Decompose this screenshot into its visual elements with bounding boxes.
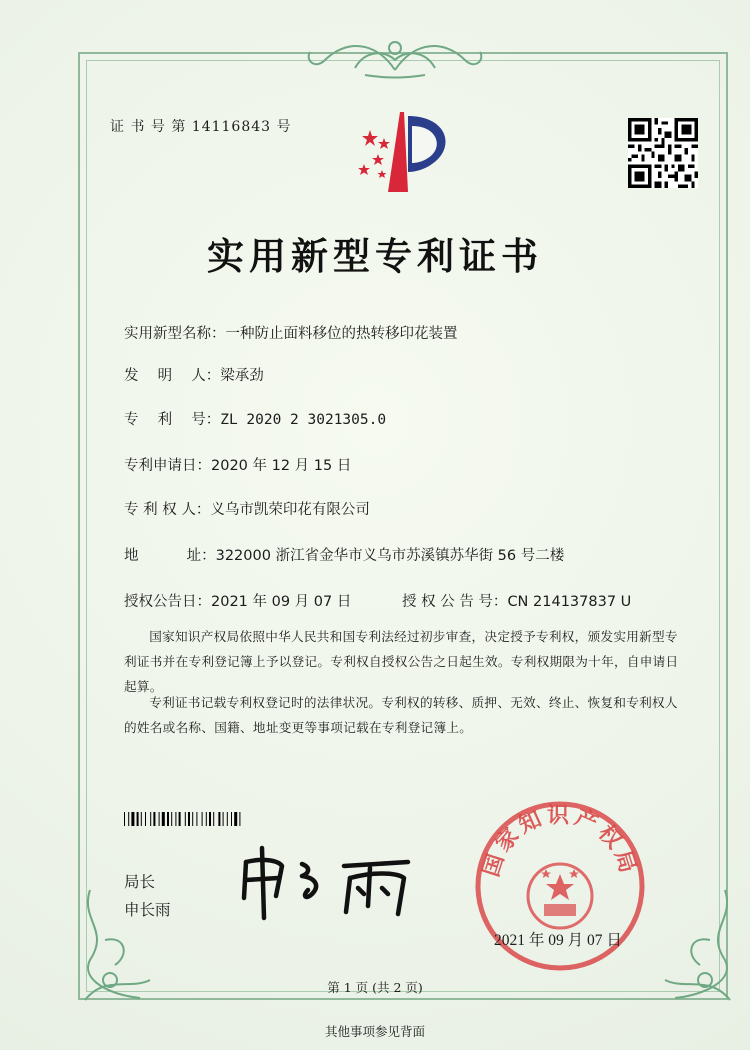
statement-paragraph-1: 国家知识产权局依照中华人民共和国专利法经过初步审查，决定授予专利权，颁发实用新型专利证书并在专利登记簿上予以登记。专利权自授权公告之日起生效。专利权期限为十年，自申请日起算。 [124,629,679,694]
patent-number-row [124,408,386,429]
barcode [124,812,320,826]
seal-date: 2021 年 09 月 07 日 [494,932,622,949]
field-label: 专 利 号： [124,412,221,428]
utility-model-name-row [124,322,458,343]
back-note: 其他事项参见背面 [324,1024,425,1039]
grant-date-row [124,590,351,611]
director-title: 局长 [124,873,156,891]
field-label: 发 明 人： [124,368,221,384]
field-value: 2021 年 09 月 07 日 [211,594,352,610]
field-label: 地 址： [124,548,216,564]
cnipa-logo-icon [348,108,460,196]
statement-paragraph-2: 专利证书记载专利权登记时的法律状况。专利权的转移、质押、无效、终止、恢复和专利权人的姓名或名称、国籍、地址变更等事项记载在专利登记簿上。 [124,695,678,735]
director-signature [232,842,422,922]
field-value: ZL 2020 2 3021305.0 [220,412,387,428]
field-value: 一种防止面料移位的热转移印花装置 [225,326,458,342]
patentee-row [124,498,370,519]
inventor-row [124,364,264,385]
field-value: 梁承劲 [220,368,264,384]
top-ornament [295,30,495,82]
qr-code[interactable] [628,118,698,188]
field-value: 2020 年 12 月 15 日 [211,458,352,474]
grant-number-row [402,590,631,611]
field-value: 322000 浙江省金华市义乌市苏溪镇苏华街 56 号二楼 [215,548,565,564]
field-label: 授权公告日： [124,594,211,610]
field-label: 实用新型名称： [124,326,226,342]
field-label: 专 利 权 人： [124,502,211,518]
field-value: 义乌市凯荣印花有限公司 [210,502,370,518]
director-name: 申长雨 [124,901,171,919]
field-label: 授 权 公 告 号： [402,594,508,610]
address-row [124,544,564,565]
filing-date-row [124,454,351,475]
certificate-title: 实用新型专利证书 [207,235,543,278]
seal-text: 国家知识产权局 [478,803,642,880]
certificate-number: 证 书 号 第 14116843 号 [110,119,292,135]
field-label: 专利申请日： [124,458,211,474]
page-number: 第 1 页 (共 2 页) [327,980,423,995]
svg-text:国家知识产权局 [479,803,641,879]
field-value: CN 214137837 U [507,594,632,610]
